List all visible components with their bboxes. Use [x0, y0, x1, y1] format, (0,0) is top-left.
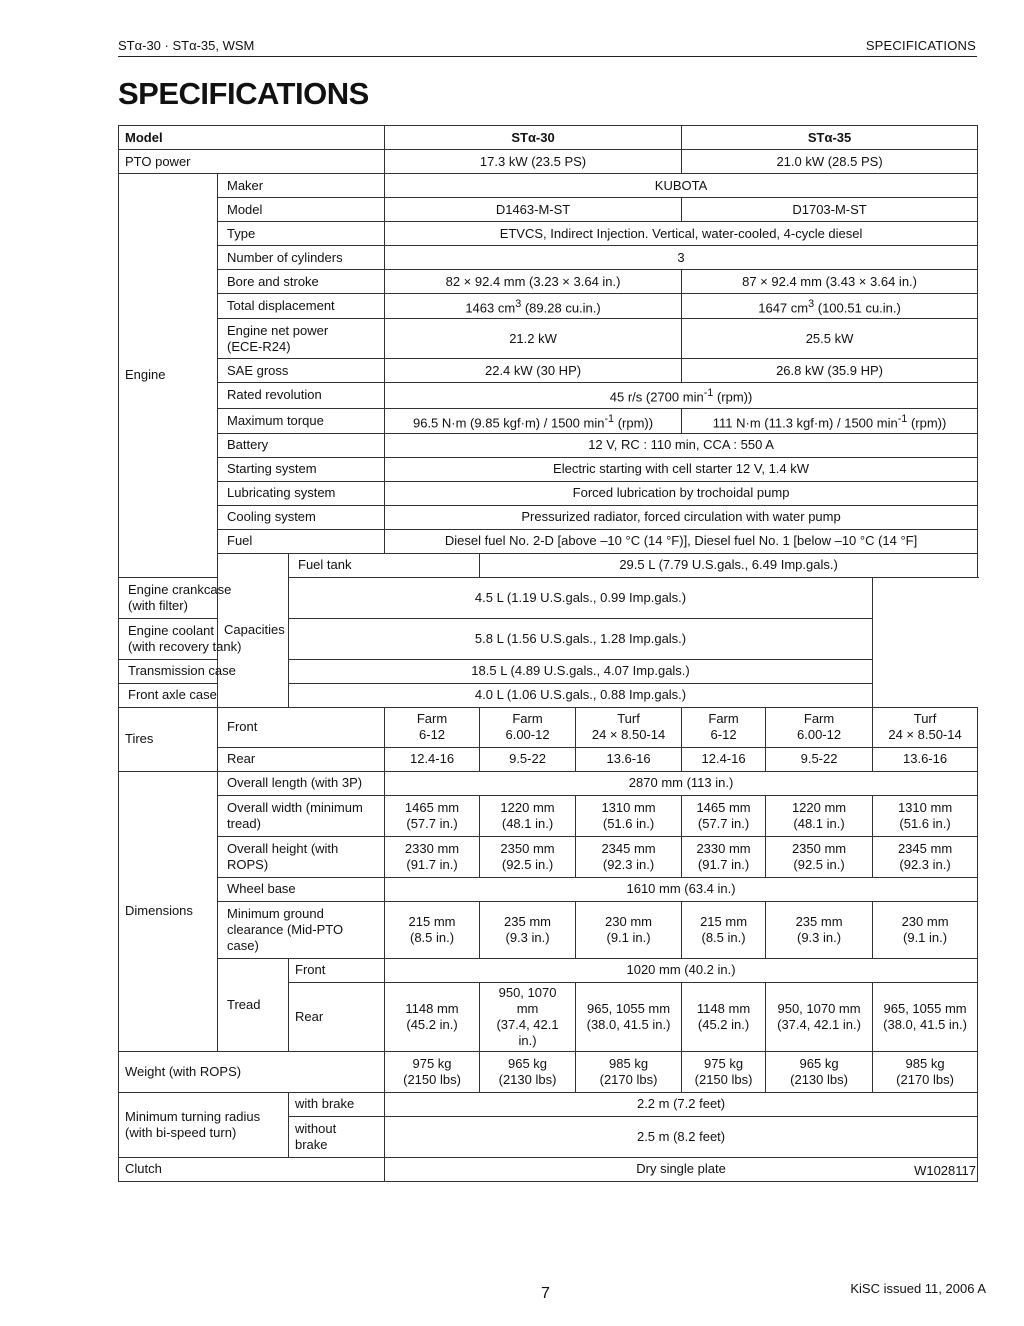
rated-value: 45 r/s (2700 $\min^{-1} (rpm)$) [385, 383, 978, 408]
cooling-value: Pressurized radiator, forced circulation with water pump [385, 505, 978, 529]
table-row [119, 683, 978, 707]
weight-cell: 975 kg (2150 lbs) [682, 1051, 766, 1092]
tire-front-cell: Farm 6-12 [682, 707, 766, 747]
turning-with-label: with brake [289, 1092, 385, 1116]
netpower-b: 25.5 kW [682, 319, 978, 359]
table-row [119, 747, 978, 771]
length-value: 2870 mm (113 in.) [385, 771, 978, 795]
height-cell: 2345 mm (92.3 in.) [873, 836, 978, 877]
table-row [119, 901, 978, 958]
table-row [119, 246, 978, 270]
table-row [119, 150, 978, 174]
lubricating-label: Lubricating system [218, 481, 385, 505]
document-code: W1028117 [914, 1163, 976, 1178]
lubricating-value: Forced lubrication by trochoidal pump [385, 481, 978, 505]
tire-rear-cell: 12.4-16 [385, 747, 480, 771]
tires-rear-label: Rear [218, 747, 385, 771]
turning-label: Minimum turning radius (with bi-speed turn) [119, 1092, 289, 1157]
table-row [119, 408, 978, 433]
clutch-label: Clutch [119, 1157, 385, 1181]
table-row [119, 433, 978, 457]
tread-rear-cell: 1148 mm (45.2 in.) [385, 982, 480, 1051]
table-row [119, 836, 978, 877]
bore-label: Bore and stroke [218, 270, 385, 294]
tire-front-cell: Turf 24 × 8.50-14 [873, 707, 978, 747]
turning-without-label: without brake [289, 1116, 385, 1157]
frontaxle-value: 4.0 L (1.06 U.S.gals., 0.88 Imp.gals.) [289, 683, 873, 707]
tire-rear-cell: 9.5-22 [480, 747, 576, 771]
tread-rear-cell: 950, 1070 mm (37.4, 42.1 in.) [766, 982, 873, 1051]
table-row [119, 126, 978, 150]
wheelbase-label: Wheel base [218, 877, 385, 901]
engine-maker-value: KUBOTA [385, 174, 978, 198]
tread-rear-label: Rear [289, 982, 385, 1051]
torque-b: 111 N·m (11.3 kgf·m) / 1500 $\min^{-1} (rpm)$) [682, 408, 978, 433]
tire-front-cell: Turf 24 × 8.50-14 [576, 707, 682, 747]
weight-cell: 975 kg (2150 lbs) [385, 1051, 480, 1092]
tire-rear-cell: 9.5-22 [766, 747, 873, 771]
page-number: 7 [541, 1285, 550, 1302]
table-row [119, 795, 978, 836]
table-row [119, 1092, 978, 1116]
specifications-table [118, 125, 978, 1182]
model-b: STα-35 [682, 126, 978, 150]
tire-rear-cell: 13.6-16 [576, 747, 682, 771]
clearance-cell: 230 mm (9.1 in.) [873, 901, 978, 958]
fuel-value: Diesel fuel No. 2-D [above –10 °C (14 °F)], Diesel fuel No. 1 [below –10 °C (14 °F] [385, 529, 978, 553]
clearance-cell: 215 mm (8.5 in.) [385, 901, 480, 958]
pto-a: 17.3 kW (23.5 PS) [385, 150, 682, 174]
table-row [119, 707, 978, 747]
cylinders-value: 3 [385, 246, 978, 270]
tire-front-cell: Farm 6.00-12 [480, 707, 576, 747]
table-row [119, 222, 978, 246]
model-a: STα-30 [385, 126, 682, 150]
engine-model-label: Model [218, 198, 385, 222]
netpower-a: 21.2 kW [385, 319, 682, 359]
table-row [119, 383, 978, 408]
battery-value: 12 V, RC : 110 min, CCA : 550 A [385, 433, 978, 457]
transmission-value: 18.5 L (4.89 U.S.gals., 4.07 Imp.gals.) [289, 659, 873, 683]
height-label: Overall height (with ROPS) [218, 836, 385, 877]
rated-label: Rated revolution [218, 383, 385, 408]
table-row [119, 1051, 978, 1092]
width-cell: 1465 mm (57.7 in.) [682, 795, 766, 836]
coolant-label: Engine coolant (with recovery tank) [119, 618, 289, 659]
table-row [119, 198, 978, 222]
starting-label: Starting system [218, 457, 385, 481]
table-row [119, 319, 978, 359]
table-row [119, 771, 978, 795]
crankcase-value: 4.5 L (1.19 U.S.gals., 0.99 Imp.gals.) [289, 577, 873, 618]
tire-rear-cell: 13.6-16 [873, 747, 978, 771]
fuel-label: Fuel [218, 529, 385, 553]
tire-front-cell: Farm 6.00-12 [766, 707, 873, 747]
height-cell: 2350 mm (92.5 in.) [480, 836, 576, 877]
sae-a: 22.4 kW (30 HP) [385, 359, 682, 383]
frontaxle-label: Front axle case [119, 683, 289, 707]
table-row [119, 529, 978, 553]
engine-type-label: Type [218, 222, 385, 246]
tires-front-label: Front [218, 707, 385, 747]
table-row [119, 577, 978, 618]
clearance-cell: 215 mm (8.5 in.) [682, 901, 766, 958]
height-cell: 2345 mm (92.3 in.) [576, 836, 682, 877]
header-left: STα-30 · STα-35, WSM [118, 38, 255, 53]
tires-group-label: Tires [119, 707, 218, 771]
clearance-cell: 230 mm (9.1 in.) [576, 901, 682, 958]
width-cell: 1310 mm (51.6 in.) [873, 795, 978, 836]
tread-front-label: Front [289, 958, 385, 982]
torque-label: Maximum torque [218, 408, 385, 433]
clearance-cell: 235 mm (9.3 in.) [766, 901, 873, 958]
engine-type-value: ETVCS, Indirect Injection. Vertical, water-cooled, 4-cycle diesel [385, 222, 978, 246]
table-row [119, 877, 978, 901]
torque-a: 96.5 N·m (9.85 kgf·m) / 1500 $\min^{-1} (rpm)$) [385, 408, 682, 433]
width-cell: 1465 mm (57.7 in.) [385, 795, 480, 836]
table-row [119, 659, 978, 683]
displacement-a: 1463 $cm^3$ (89.28 cu.in.) [385, 294, 682, 319]
fueltank-value: 29.5 L (7.79 U.S.gals., 6.49 Imp.gals.) [480, 553, 978, 577]
table-row [119, 270, 978, 294]
sae-label: SAE gross [218, 359, 385, 383]
turning-with-value: 2.2 m (7.2 feet) [385, 1092, 978, 1116]
width-cell: 1220 mm (48.1 in.) [766, 795, 873, 836]
table-row [119, 359, 978, 383]
fueltank-label: Fuel tank [289, 553, 480, 577]
table-row [119, 553, 978, 577]
table-row [119, 457, 978, 481]
battery-label: Battery [218, 433, 385, 457]
issue-note: KiSC issued 11, 2006 A [850, 1281, 986, 1296]
tread-label: Tread [218, 958, 289, 1051]
table-row [119, 505, 978, 529]
engine-maker-label: Maker [218, 174, 385, 198]
turning-without-value: 2.5 m (8.2 feet) [385, 1116, 978, 1157]
dimensions-group-label: Dimensions [119, 771, 218, 1051]
coolant-value: 5.8 L (1.56 U.S.gals., 1.28 Imp.gals.) [289, 618, 873, 659]
weight-cell: 985 kg (2170 lbs) [576, 1051, 682, 1092]
pto-label: PTO power [119, 150, 385, 174]
height-cell: 2330 mm (91.7 in.) [385, 836, 480, 877]
weight-cell: 965 kg (2130 lbs) [766, 1051, 873, 1092]
table-row [119, 174, 978, 198]
displacement-label: Total displacement [218, 294, 385, 319]
page-title: SPECIFICATIONS [118, 76, 369, 111]
cooling-label: Cooling system [218, 505, 385, 529]
tread-rear-cell: 1148 mm (45.2 in.) [682, 982, 766, 1051]
sae-b: 26.8 kW (35.9 HP) [682, 359, 978, 383]
engine-model-a: D1463-M-ST [385, 198, 682, 222]
header-right: SPECIFICATIONS [865, 38, 976, 53]
clearance-cell: 235 mm (9.3 in.) [480, 901, 576, 958]
table-row [119, 481, 978, 505]
table-row [119, 958, 978, 982]
tire-front-cell: Farm 6-12 [385, 707, 480, 747]
bore-b: 87 × 92.4 mm (3.43 × 3.64 in.) [682, 270, 978, 294]
tread-rear-cell: 950, 1070 mm (37.4, 42.1 in.) [480, 982, 576, 1051]
starting-value: Electric starting with cell starter 12 V, 1.4 kW [385, 457, 978, 481]
displacement-b: 1647 $cm^3$ (100.51 cu.in.) [682, 294, 978, 319]
engine-model-b: D1703-M-ST [682, 198, 978, 222]
width-label: Overall width (minimum tread) [218, 795, 385, 836]
capacities-group-label: Capacities [218, 553, 289, 707]
table-row [119, 294, 978, 319]
header-rule [118, 56, 977, 57]
tire-rear-cell: 12.4-16 [682, 747, 766, 771]
crankcase-label: Engine crankcase (with filter) [119, 577, 289, 618]
netpower-label: Engine net power (ECE-R24) [218, 319, 385, 359]
table-row [119, 1157, 978, 1181]
height-cell: 2350 mm (92.5 in.) [766, 836, 873, 877]
weight-label: Weight (with ROPS) [119, 1051, 385, 1092]
height-cell: 2330 mm (91.7 in.) [682, 836, 766, 877]
weight-cell: 985 kg (2170 lbs) [873, 1051, 978, 1092]
clearance-label: Minimum ground clearance (Mid-PTO case) [218, 901, 385, 958]
model-label: Model [119, 126, 385, 150]
width-cell: 1310 mm (51.6 in.) [576, 795, 682, 836]
length-label: Overall length (with 3P) [218, 771, 385, 795]
pto-b: 21.0 kW (28.5 PS) [682, 150, 978, 174]
width-cell: 1220 mm (48.1 in.) [480, 795, 576, 836]
cylinders-label: Number of cylinders [218, 246, 385, 270]
transmission-label: Transmission case [119, 659, 289, 683]
tread-rear-cell: 965, 1055 mm (38.0, 41.5 in.) [873, 982, 978, 1051]
clutch-value: Dry single plate [385, 1157, 978, 1181]
tread-rear-cell: 965, 1055 mm (38.0, 41.5 in.) [576, 982, 682, 1051]
engine-group-label: Engine [119, 174, 218, 578]
wheelbase-value: 1610 mm (63.4 in.) [385, 877, 978, 901]
bore-a: 82 × 92.4 mm (3.23 × 3.64 in.) [385, 270, 682, 294]
weight-cell: 965 kg (2130 lbs) [480, 1051, 576, 1092]
tread-front-value: 1020 mm (40.2 in.) [385, 958, 978, 982]
